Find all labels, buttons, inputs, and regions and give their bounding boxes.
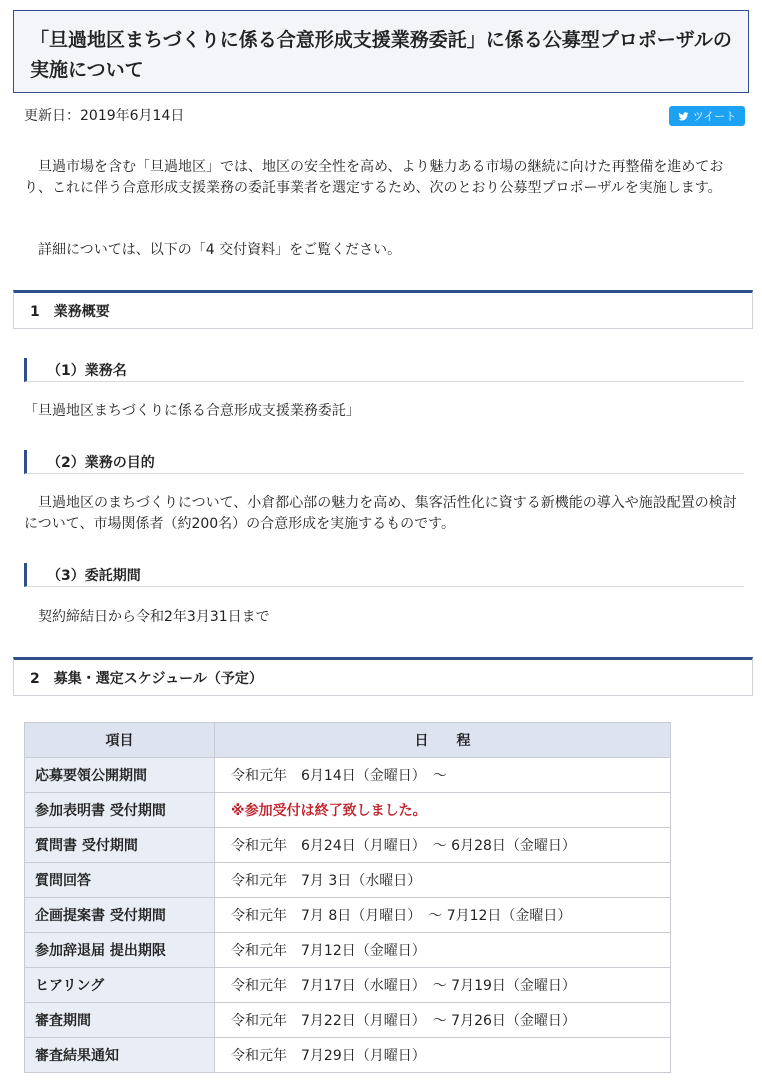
row-schedule: 令和元年 7月12日（金曜日）: [215, 933, 671, 968]
table-row: [25, 1003, 671, 1038]
table-row: [25, 793, 671, 828]
row-schedule: 令和元年 6月14日（金曜日） ～: [215, 758, 671, 793]
page-title-box: [13, 10, 749, 93]
column-header-schedule: 日 程: [215, 723, 671, 758]
section-heading-overview: 1 業務概要: [13, 290, 753, 329]
tweet-label: ツイート: [692, 110, 737, 123]
row-item: 参加辞退届 提出期限: [25, 933, 215, 968]
intro-paragraph-2: 詳細については、以下の「4 交付資料」をご覧ください。: [38, 242, 402, 258]
row-schedule: 令和元年 7月29日（月曜日）: [215, 1038, 671, 1073]
row-schedule-notice: ※参加受付は終了致しました。: [215, 793, 671, 828]
twitter-bird-icon: [678, 111, 689, 122]
table-row: [25, 1038, 671, 1073]
row-item: 質問回答: [25, 863, 215, 898]
row-item: ヒアリング: [25, 968, 215, 1003]
page-title: 「旦過地区まちづくりに係る合意形成支援業務委託」に係る公募型プロポーザルの実施について: [30, 29, 732, 81]
table-row: [25, 758, 671, 793]
row-item: 参加表明書 受付期間: [25, 793, 215, 828]
row-schedule: 令和元年 7月17日（水曜日） ～ 7月19日（金曜日）: [215, 968, 671, 1003]
row-schedule: 令和元年 6月24日（月曜日） ～ 6月28日（金曜日）: [215, 828, 671, 863]
column-header-item: 項目: [25, 723, 215, 758]
row-item: 審査期間: [25, 1003, 215, 1038]
subheading-business-name: （1）業務名: [24, 358, 744, 382]
subheading-contract-period: （3）委託期間: [24, 563, 744, 587]
update-date: 更新日：2019年6月14日: [24, 108, 185, 124]
subheading-business-purpose: （2）業務の目的: [24, 450, 744, 474]
row-schedule: 令和元年 7月 8日（月曜日） ～ 7月12日（金曜日）: [215, 898, 671, 933]
row-item: 質問書 受付期間: [25, 828, 215, 863]
table-row: [25, 968, 671, 1003]
tweet-button[interactable]: [669, 106, 745, 126]
table-row: [25, 863, 671, 898]
intro-paragraph-1: 旦過市場を含む「旦過地区」では、地区の安全性を高め、より魅力ある市場の継続に向けた再整備を進めており、これに伴う合意形成支援業務の委託事業者を選定するため、次のとおり公募型プロポーザルを実施します。: [24, 159, 724, 196]
row-schedule: 令和元年 7月 3日（水曜日）: [215, 863, 671, 898]
row-schedule: 令和元年 7月22日（月曜日） ～ 7月26日（金曜日）: [215, 1003, 671, 1038]
table-row: [25, 898, 671, 933]
schedule-table: [24, 722, 671, 1073]
table-row: [25, 933, 671, 968]
business-purpose-text: 旦過地区のまちづくりについて、小倉都心部の魅力を高め、集客活性化に資する新機能の導入や施設配置の検討について、市場関係者（約200名）の合意形成を実施するものです。: [24, 495, 737, 532]
row-item: 審査結果通知: [25, 1038, 215, 1073]
row-item: 応募要領公開期間: [25, 758, 215, 793]
table-header-row: [25, 723, 671, 758]
row-item: 企画提案書 受付期間: [25, 898, 215, 933]
table-row: [25, 828, 671, 863]
contract-period-text: 契約締結日から令和2年3月31日まで: [38, 609, 270, 625]
section-heading-schedule: 2 募集・選定スケジュール（予定）: [13, 657, 753, 696]
business-name-text: 「旦過地区まちづくりに係る合意形成支援業務委託」: [24, 403, 360, 419]
